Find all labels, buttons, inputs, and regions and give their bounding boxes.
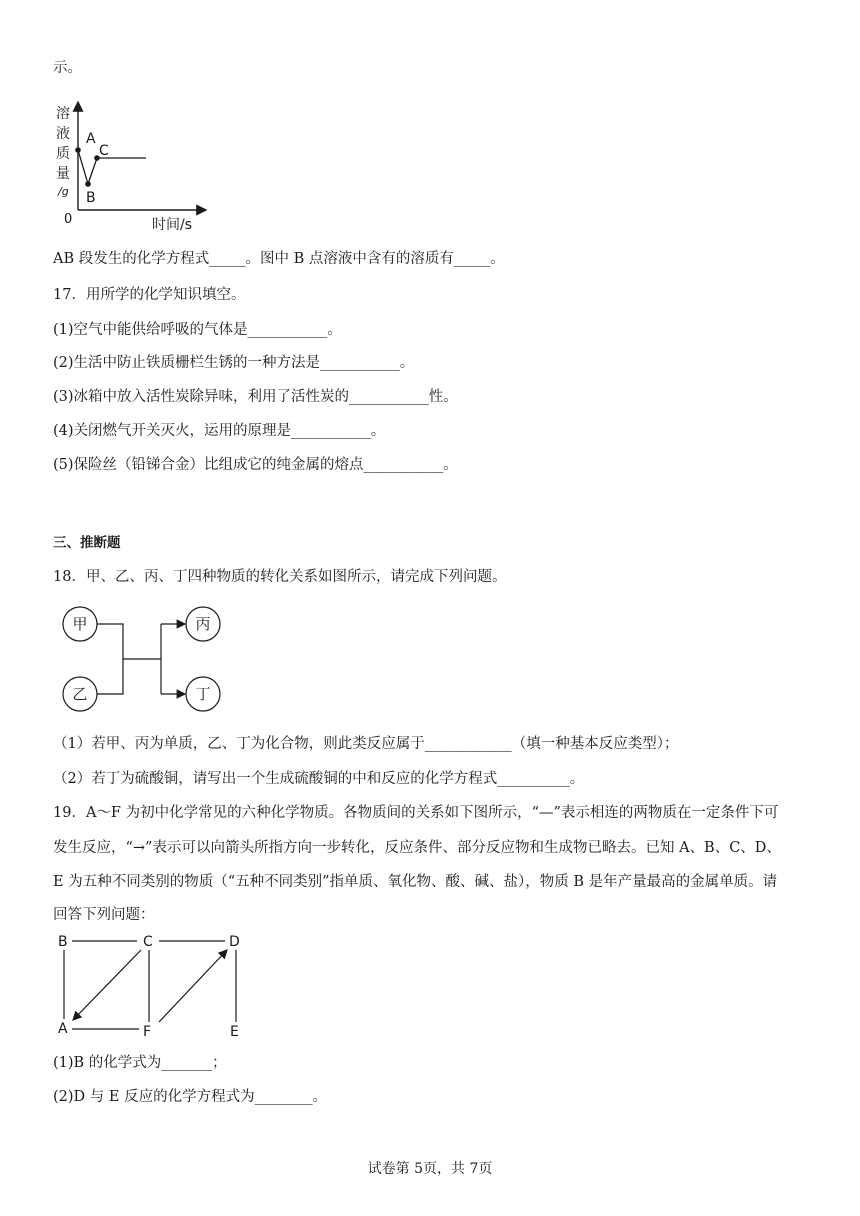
q18-reaction-diagram	[55, 600, 235, 722]
q19-stem-line: 19．A～F 为初中化学常见的六种化学物质。各物质间的关系如下图所示，“—”表示相连的两物质在一定条件下可	[53, 805, 779, 821]
point-label-b: B	[86, 190, 96, 206]
node-d: D	[229, 934, 240, 950]
q17-item: (2)生活中防止铁质栅栏生锈的一种方法是___________。	[53, 355, 415, 371]
svg-text:丁: 丁	[195, 685, 211, 703]
xlabel: 时间/s	[152, 217, 193, 233]
q19-stem-line: 回答下列问题：	[53, 907, 155, 923]
svg-text:甲: 甲	[72, 615, 88, 633]
point-a	[75, 147, 81, 153]
q17-item: (5)保险丝（铅锑合金）比组成它的纯金属的熔点___________。	[53, 457, 458, 473]
ylabel-char: 量	[56, 166, 70, 182]
q17-item: (3)冰箱中放入活性炭除异味，利用了活性炭的___________性。	[53, 389, 458, 405]
node-e: E	[230, 1024, 239, 1040]
mass-time-graph	[50, 98, 220, 238]
q19-relation-diagram	[55, 930, 250, 1042]
node-f: F	[143, 1024, 152, 1040]
ylabel-char: 液	[56, 126, 70, 142]
arrow-c-to-a	[73, 950, 141, 1020]
section-heading: 三、推断题	[53, 535, 121, 551]
q19-item: (1)B 的化学式为_______；	[53, 1055, 227, 1071]
q17-stem: 17．用所学的化学知识填空。	[53, 287, 246, 303]
point-b	[85, 181, 91, 187]
svg-text:乙: 乙	[72, 685, 88, 703]
node-a: A	[58, 1021, 68, 1037]
ylabel-char: 溶	[56, 106, 70, 122]
point-label-c: C	[99, 143, 109, 159]
ylabel-unit: /g	[58, 185, 69, 198]
mass-curve	[78, 150, 146, 184]
q18-stem: 18．甲、乙、丙、丁四种物质的转化关系如图所示，请完成下列问题。	[53, 569, 507, 585]
svg-text:丙: 丙	[195, 615, 211, 633]
q18-item: （1）若甲、丙为单质，乙、丁为化合物，则此类反应属于____________（填一种基本反应类型）；	[53, 736, 679, 752]
node-b: B	[58, 934, 68, 950]
origin-label: 0	[64, 212, 73, 227]
text-fragment: 示。	[53, 60, 82, 76]
q16-tail-text: AB 段发生的化学方程式_____。图中 B 点溶液中含有的溶质有_____。	[53, 251, 505, 267]
ylabel-char: 质	[56, 146, 70, 162]
arrow-f-to-d	[159, 950, 227, 1022]
q18-item: （2）若丁为硫酸铜，请写出一个生成硫酸铜的中和反应的化学方程式__________。	[53, 771, 585, 787]
q19-stem-line: 发生反应，“→”表示可以向箭头所指方向一步转化，反应条件、部分反应物和生成物已略去。已知 A、B、C、D、	[53, 840, 781, 856]
page-footer: 试卷第 5页，共 7页	[367, 1161, 493, 1177]
q17-item: (4)关闭燃气开关灭火，运用的原理是___________。	[53, 423, 386, 439]
connector-left	[97, 624, 123, 694]
point-label-a: A	[86, 131, 96, 147]
node-c: C	[143, 934, 153, 950]
q19-stem-line: E 为五种不同类别的物质（“五种不同类别”指单质、氧化物、酸、碱、盐），物质 B 是年产量最高的金属单质。请	[53, 874, 778, 890]
q17-item: (1)空气中能供给呼吸的气体是___________。	[53, 322, 342, 338]
q19-item: (2)D 与 E 反应的化学方程式为________。	[53, 1089, 328, 1105]
